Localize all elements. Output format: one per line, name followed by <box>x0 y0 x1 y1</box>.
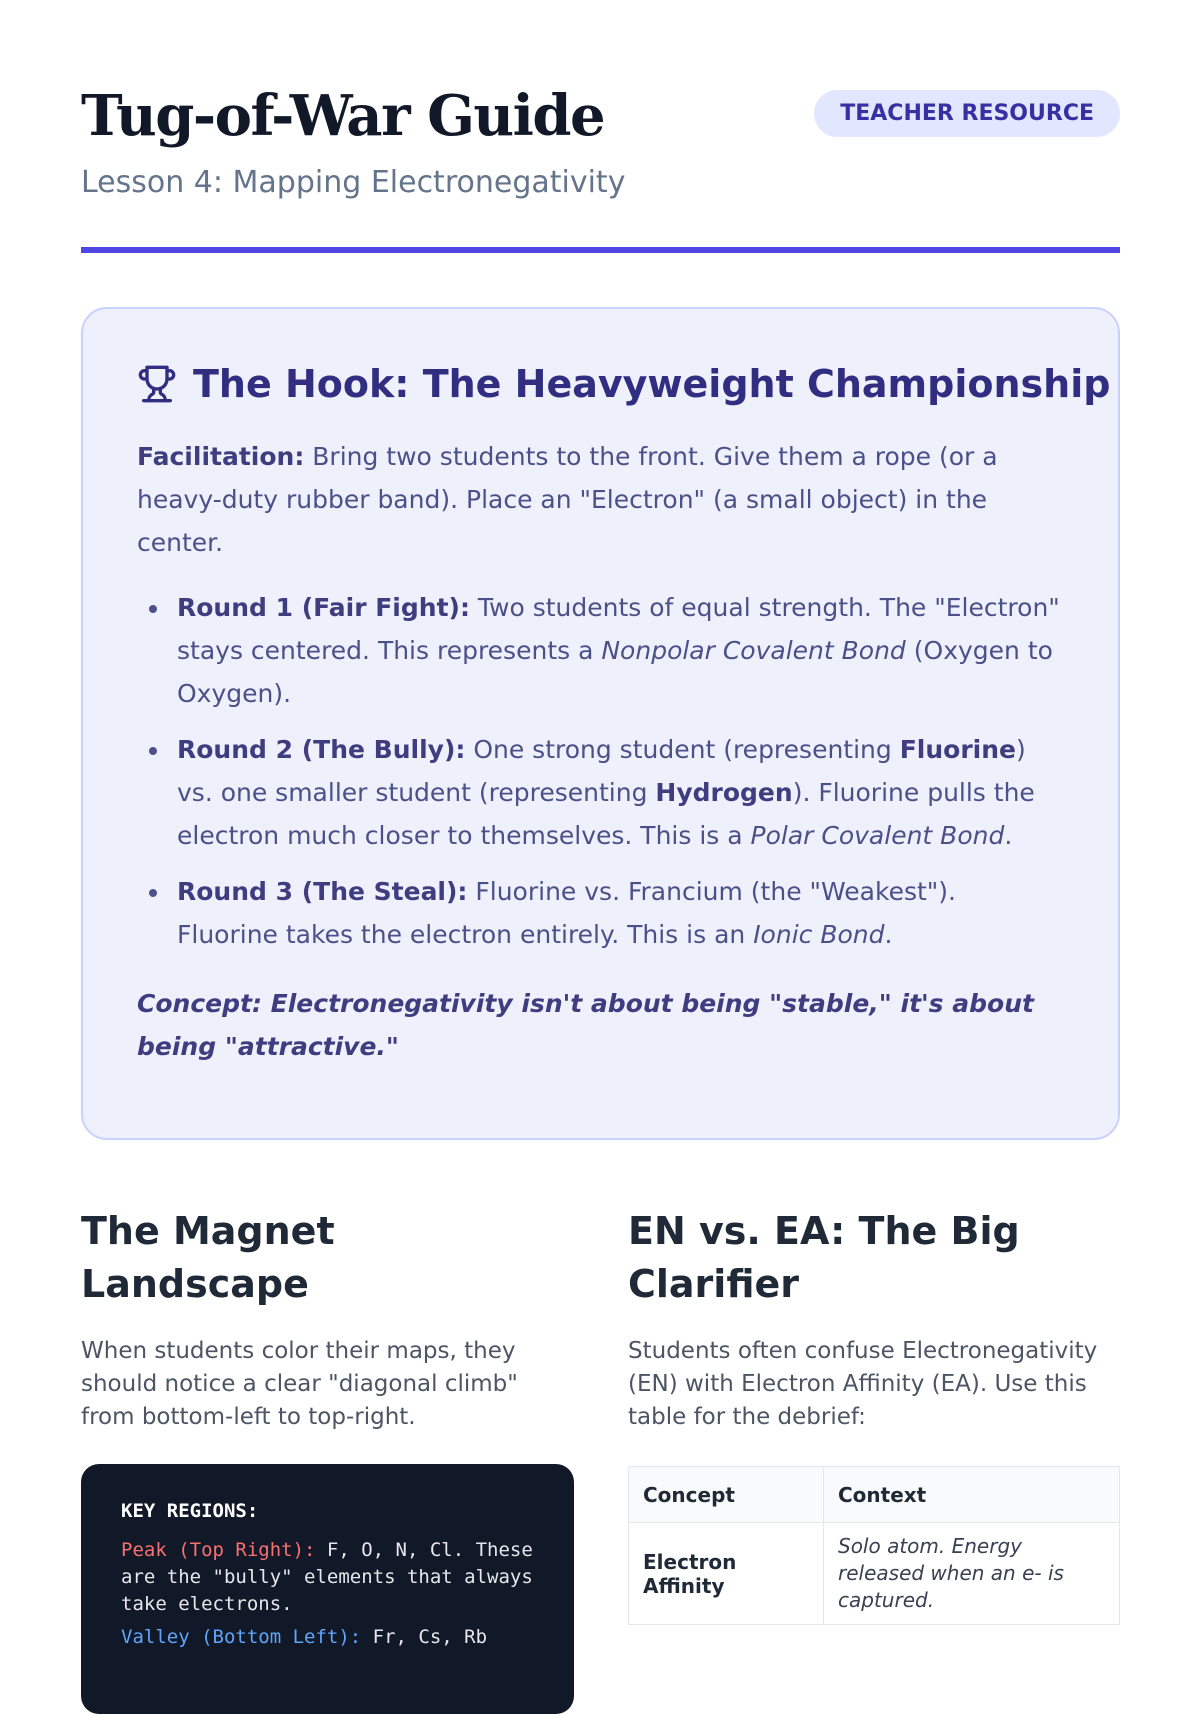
magnet-landscape-text: When students color their maps, they should notice a clear "diagonal climb" from bottom-left to top-right. <box>81 1338 518 1430</box>
list-item <box>137 586 1064 715</box>
bond-term: Nonpolar Covalent Bond <box>601 636 906 665</box>
en-ea-table <box>628 1466 1120 1625</box>
facilitation-text: Bring two students to the front. Give them a rope (or a heavy-duty rubber band). Place an "Electron" (a small object) in the center. <box>137 442 998 557</box>
facilitation-paragraph <box>137 435 1064 564</box>
bond-term: Ionic Bond <box>753 920 885 949</box>
context-cell: Solo atom. Energy released when an e- is captured. <box>824 1523 1120 1625</box>
hook-title-text: The Hook: The Heavyweight Championship <box>193 362 1111 406</box>
hook-title <box>137 359 1111 409</box>
key-regions-code-block <box>81 1464 574 1714</box>
round-text: ). Fluorine pulls the electron much closer to themselves. This is a <box>177 778 1035 850</box>
table-header-row <box>629 1467 1120 1523</box>
round-text: One strong student (representing <box>465 735 900 764</box>
page-subtitle: Lesson 4: Mapping Electronegativity <box>81 165 626 200</box>
header-divider <box>81 247 1120 253</box>
round-text: ) vs. one smaller student (representing <box>177 735 1026 807</box>
facilitation-label: Facilitation: <box>137 442 305 471</box>
teacher-resource-badge: TEACHER RESOURCE <box>814 90 1120 137</box>
list-item <box>137 870 1064 956</box>
rounds-list <box>137 586 1064 956</box>
page-header <box>81 0 1120 254</box>
page <box>81 0 1120 1648</box>
trophy-icon <box>137 363 177 405</box>
table-row <box>629 1523 1120 1625</box>
column-header-concept: Concept <box>629 1467 824 1523</box>
valley-label: Valley (Bottom Left): <box>121 1626 362 1648</box>
element-name: Hydrogen <box>655 778 793 807</box>
round-text: . <box>1004 821 1013 850</box>
peak-text: F, O, N, Cl. These are the "bully" elements that always take electrons. <box>121 1539 533 1615</box>
peak-region <box>121 1537 534 1618</box>
round-label: Round 2 (The Bully): <box>177 735 466 764</box>
round-text: (Oxygen to Oxygen). <box>177 636 1053 708</box>
bond-term: Polar Covalent Bond <box>750 821 1005 850</box>
round-label: Round 1 (Fair Fight): <box>177 593 470 622</box>
round-text: . <box>884 920 893 949</box>
en-vs-ea-section <box>628 1205 1120 1625</box>
column-header-context: Context <box>824 1467 1120 1523</box>
concept-cell: Electron Affinity <box>629 1523 824 1625</box>
en-vs-ea-text: Students often confuse Electronegativity (EN) with Electron Affinity (EA). Use this table for the debrief: <box>628 1338 1098 1430</box>
magnet-landscape-title: The Magnet Landscape <box>81 1209 335 1306</box>
round-text: Fluorine vs. Francium (the "Weakest"). Fluorine takes the electron entirely. This is an <box>177 877 956 949</box>
peak-label: Peak (Top Right): <box>121 1539 316 1561</box>
magnet-landscape-section <box>81 1205 574 1714</box>
hook-card <box>81 307 1120 1140</box>
valley-text: Fr, Cs, Rb <box>361 1626 488 1648</box>
element-name: Fluorine <box>899 735 1016 764</box>
concept-statement: Concept: Electronegativity isn't about being "stable," it's about being "attractive." <box>137 989 1034 1061</box>
round-text: Two students of equal strength. The "Electron" stays centered. This represents a <box>177 593 1060 665</box>
round-label: Round 3 (The Steal): <box>177 877 468 906</box>
page-title: Tug-of-War Guide <box>81 83 605 149</box>
key-regions-heading: KEY REGIONS: <box>121 1500 259 1522</box>
list-item <box>137 728 1064 857</box>
en-vs-ea-title: EN vs. EA: The Big Clarifier <box>628 1209 1020 1306</box>
valley-region <box>121 1624 534 1651</box>
